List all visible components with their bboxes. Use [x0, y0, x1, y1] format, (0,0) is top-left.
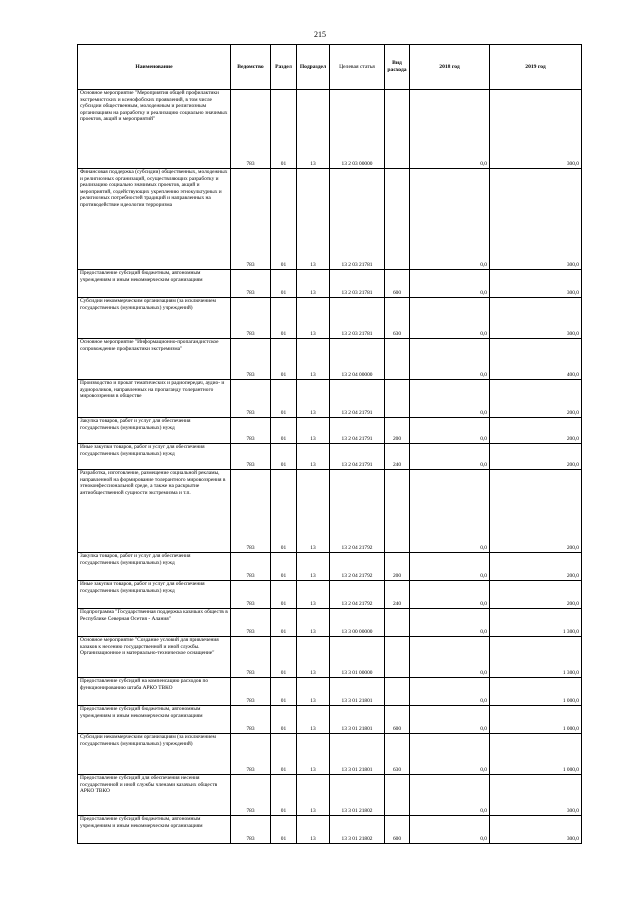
row-subsection: 13: [297, 678, 330, 706]
row-expense-type: 240: [385, 581, 410, 609]
row-2018: 0,0: [410, 418, 490, 444]
row-2019: 1 300,0: [490, 637, 582, 678]
row-2019: 1 000,0: [490, 706, 582, 734]
row-section: 01: [271, 706, 297, 734]
row-subsection: 13: [297, 637, 330, 678]
table-row: [78, 444, 582, 470]
row-2018: 0,0: [410, 90, 490, 169]
row-ministry: 783: [231, 678, 271, 706]
row-target: 13 2 04 21792: [330, 553, 385, 581]
budget-table: [77, 44, 582, 844]
row-target: 13 2 04 21791: [330, 418, 385, 444]
row-section: 01: [271, 380, 297, 418]
header-name: Наименование: [78, 45, 231, 90]
row-target: 13 2 04 21792: [330, 470, 385, 553]
table-row: [78, 169, 582, 270]
table-row: [78, 418, 582, 444]
header-2019: 2019 год: [490, 45, 582, 90]
row-expense-type: 630: [385, 298, 410, 339]
row-name: Предоставление субсидий для обеспечения несения государственной и иной службы членами казачьих обществ АРКО ТВКО: [78, 775, 231, 816]
row-expense-type: [385, 609, 410, 637]
table-row: [78, 678, 582, 706]
row-2019: 200,0: [490, 444, 582, 470]
table-row: [78, 609, 582, 637]
row-ministry: 783: [231, 418, 271, 444]
row-2019: 300,0: [490, 775, 582, 816]
row-section: 01: [271, 816, 297, 844]
header-ministry: Ведомство: [231, 45, 271, 90]
page-number: 215: [314, 30, 326, 39]
row-expense-type: [385, 380, 410, 418]
row-target: 13 3 01 21801: [330, 706, 385, 734]
row-section: 01: [271, 553, 297, 581]
row-target: 13 2 03 21781: [330, 298, 385, 339]
row-target: 13 2 03 00000: [330, 90, 385, 169]
table-row: [78, 775, 582, 816]
row-expense-type: 600: [385, 816, 410, 844]
row-expense-type: 240: [385, 444, 410, 470]
row-2018: 0,0: [410, 270, 490, 298]
table-row: [78, 270, 582, 298]
row-name: Разработка, изготовление, размещение социальной рекламы, направленной на формирование толерантного мировоззрения в этноконфессиональной среде, а также на раскрытие антиобщественной сущности экстремизма и т.п.: [78, 470, 231, 553]
row-2019: 1 000,0: [490, 678, 582, 706]
row-name: Закупка товаров, работ и услуг для обеспечения государственных (муниципальных) нужд: [78, 418, 231, 444]
row-section: 01: [271, 418, 297, 444]
row-expense-type: 600: [385, 270, 410, 298]
row-ministry: 783: [231, 581, 271, 609]
header-2018: 2018 год: [410, 45, 490, 90]
row-subsection: 13: [297, 298, 330, 339]
row-name: Финансовая поддержка (субсидии) общественных, молодежных и религиозных организаций, осуществляющих разработку и реализацию социально значимых проектов, акций и мероприятий, содействующих укреплению этнокультурных и религиозных потребностей традиций и направленных на противодействие идеологии терроризма: [78, 169, 231, 270]
row-section: 01: [271, 775, 297, 816]
row-subsection: 13: [297, 775, 330, 816]
row-target: 13 3 01 21802: [330, 816, 385, 844]
row-section: 01: [271, 581, 297, 609]
row-target: 13 2 03 21781: [330, 270, 385, 298]
row-2018: 0,0: [410, 169, 490, 270]
row-subsection: 13: [297, 470, 330, 553]
table-row: [78, 339, 582, 380]
header-subsection: Подраздел: [297, 45, 330, 90]
row-ministry: 783: [231, 90, 271, 169]
row-name: Субсидии некоммерческим организациям (за исключением государственных (муниципальных) учреждений): [78, 298, 231, 339]
row-name: Основное мероприятие "Создание условий для привлечения казаков к несению государственной и иной службы. Организационное и материально-техническое оснащение": [78, 637, 231, 678]
row-name: Закупка товаров, работ и услуг для обеспечения государственных (муниципальных) нужд: [78, 553, 231, 581]
row-ministry: 783: [231, 553, 271, 581]
row-2018: 0,0: [410, 470, 490, 553]
row-section: 01: [271, 470, 297, 553]
row-2018: 0,0: [410, 553, 490, 581]
row-expense-type: 600: [385, 706, 410, 734]
row-2018: 0,0: [410, 816, 490, 844]
row-target: 13 3 01 00000: [330, 637, 385, 678]
row-target: 13 3 01 21801: [330, 678, 385, 706]
row-ministry: 783: [231, 470, 271, 553]
row-2018: 0,0: [410, 444, 490, 470]
row-target: 13 3 00 00000: [330, 609, 385, 637]
table-row: [78, 553, 582, 581]
row-section: 01: [271, 678, 297, 706]
table-header-row: [78, 45, 582, 90]
row-section: 01: [271, 270, 297, 298]
row-subsection: 13: [297, 581, 330, 609]
row-2018: 0,0: [410, 609, 490, 637]
row-ministry: 783: [231, 816, 271, 844]
row-2019: 300,0: [490, 169, 582, 270]
table-row: [78, 734, 582, 775]
table-row: [78, 298, 582, 339]
row-name: Иные закупки товаров, работ и услуг для обеспечения государственных (муниципальных) нужд: [78, 444, 231, 470]
header-section: Раздел: [271, 45, 297, 90]
row-expense-type: [385, 169, 410, 270]
row-ministry: 783: [231, 270, 271, 298]
row-ministry: 783: [231, 339, 271, 380]
row-name: Предоставление субсидий бюджетным, автономным учреждениям и иным некоммерческим организациям: [78, 816, 231, 844]
row-2018: 0,0: [410, 734, 490, 775]
table-row: [78, 637, 582, 678]
table-row: [78, 470, 582, 553]
row-subsection: 13: [297, 339, 330, 380]
row-subsection: 13: [297, 553, 330, 581]
row-2018: 0,0: [410, 637, 490, 678]
row-2019: 200,0: [490, 470, 582, 553]
row-subsection: 13: [297, 816, 330, 844]
row-ministry: 783: [231, 298, 271, 339]
row-section: 01: [271, 298, 297, 339]
row-target: 13 2 04 21792: [330, 581, 385, 609]
row-2018: 0,0: [410, 678, 490, 706]
row-target: 13 2 04 21791: [330, 380, 385, 418]
row-2019: 1 300,0: [490, 609, 582, 637]
row-2018: 0,0: [410, 581, 490, 609]
row-section: 01: [271, 90, 297, 169]
row-2019: 1 000,0: [490, 734, 582, 775]
row-section: 01: [271, 169, 297, 270]
row-2019: 200,0: [490, 553, 582, 581]
row-target: 13 2 04 21791: [330, 444, 385, 470]
row-2019: 200,0: [490, 380, 582, 418]
row-target: 13 3 01 21802: [330, 775, 385, 816]
row-ministry: 783: [231, 169, 271, 270]
row-name: Предоставление субсидий бюджетным, автономным учреждениям и иным некоммерческим организациям: [78, 706, 231, 734]
row-ministry: 783: [231, 444, 271, 470]
row-subsection: 13: [297, 380, 330, 418]
row-2019: 300,0: [490, 90, 582, 169]
row-ministry: 783: [231, 380, 271, 418]
row-2019: 400,0: [490, 339, 582, 380]
row-2018: 0,0: [410, 298, 490, 339]
row-target: 13 2 03 21781: [330, 169, 385, 270]
row-name: Производство и прокат тематических и радиопередач, аудио- и аудиороликов, направленных на пропаганду толерантного мировоззрения в обществе: [78, 380, 231, 418]
header-expense-type: Вид расхода: [385, 45, 410, 90]
row-expense-type: 630: [385, 734, 410, 775]
table-row: [78, 90, 582, 169]
row-section: 01: [271, 637, 297, 678]
row-expense-type: [385, 775, 410, 816]
row-2019: 300,0: [490, 270, 582, 298]
row-ministry: 783: [231, 775, 271, 816]
row-section: 01: [271, 734, 297, 775]
row-ministry: 783: [231, 706, 271, 734]
row-ministry: 783: [231, 637, 271, 678]
row-subsection: 13: [297, 418, 330, 444]
row-2018: 0,0: [410, 339, 490, 380]
table-row: [78, 706, 582, 734]
row-2018: 0,0: [410, 706, 490, 734]
row-expense-type: 200: [385, 553, 410, 581]
table-row: [78, 380, 582, 418]
row-name: Основное мероприятие "Информационно-пропагандистское сопровождение профилактики экстремизма": [78, 339, 231, 380]
row-2019: 200,0: [490, 418, 582, 444]
row-expense-type: [385, 339, 410, 380]
row-expense-type: [385, 678, 410, 706]
row-2019: 300,0: [490, 298, 582, 339]
row-subsection: 13: [297, 90, 330, 169]
row-expense-type: [385, 90, 410, 169]
row-subsection: 13: [297, 444, 330, 470]
row-name: Основное мероприятие "Мероприятия общей профилактики экстремистских и ксенофобских проявлений, в том числе субсидии общественным, молодежным и религиозным организациям на разработку и реализацию социально значимых проектов, акций и мероприятий": [78, 90, 231, 169]
row-ministry: 783: [231, 609, 271, 637]
row-section: 01: [271, 609, 297, 637]
row-ministry: 783: [231, 734, 271, 775]
row-subsection: 13: [297, 706, 330, 734]
row-section: 01: [271, 339, 297, 380]
row-2018: 0,0: [410, 380, 490, 418]
row-subsection: 13: [297, 169, 330, 270]
row-expense-type: 200: [385, 418, 410, 444]
row-subsection: 13: [297, 270, 330, 298]
table-row: [78, 581, 582, 609]
table-row: [78, 816, 582, 844]
row-name: Субсидии некоммерческим организациям (за исключением государственных (муниципальных) учреждений): [78, 734, 231, 775]
row-2019: 200,0: [490, 581, 582, 609]
row-expense-type: [385, 637, 410, 678]
row-2019: 300,0: [490, 816, 582, 844]
row-subsection: 13: [297, 609, 330, 637]
row-name: Предоставление субсидий бюджетным, автономным учреждениям и иным некоммерческим организациям: [78, 270, 231, 298]
row-section: 01: [271, 444, 297, 470]
row-target: 13 2 04 00000: [330, 339, 385, 380]
row-subsection: 13: [297, 734, 330, 775]
row-name: Предоставление субсидий на компенсацию расходов по функционированию штаба АРКО ТВКО: [78, 678, 231, 706]
row-expense-type: [385, 470, 410, 553]
header-target: Целевая статья: [330, 45, 385, 90]
row-name: Иные закупки товаров, работ и услуг для обеспечения государственных (муниципальных) нужд: [78, 581, 231, 609]
row-2018: 0,0: [410, 775, 490, 816]
row-name: Подпрограмма "Государственная поддержка казачьих обществ в Республике Северная Осетия - Алания": [78, 609, 231, 637]
row-target: 13 3 01 21801: [330, 734, 385, 775]
